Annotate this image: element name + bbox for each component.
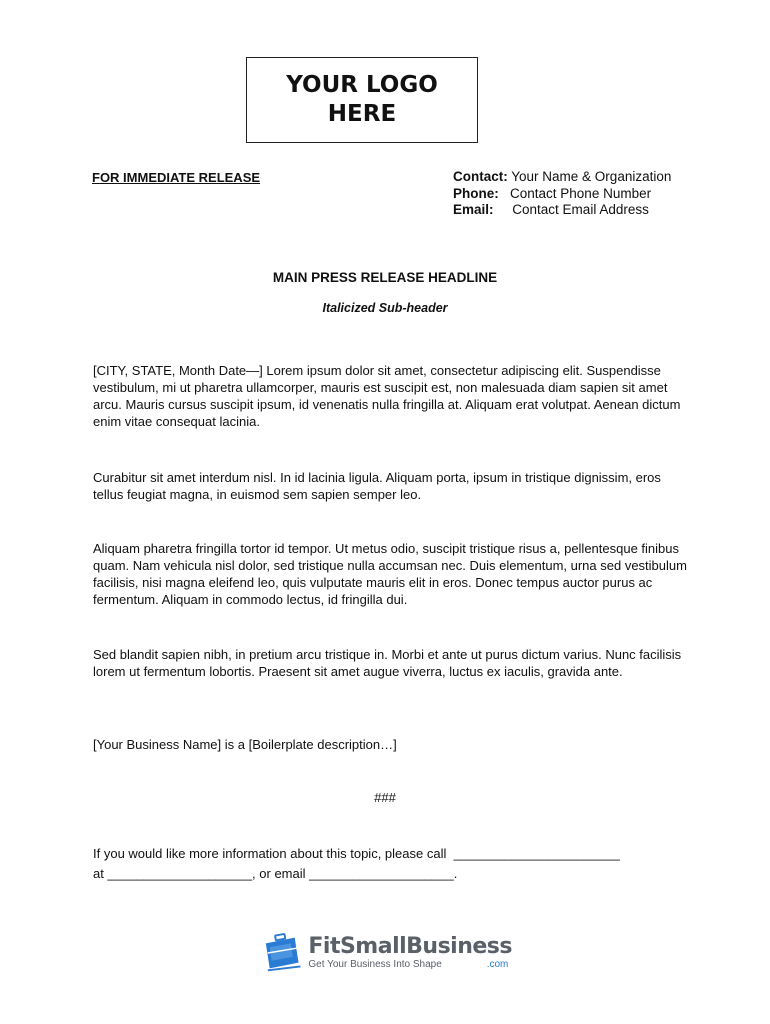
contact-value: Your Name & Organization	[511, 169, 672, 184]
closing-line-1: If you would like more information about this topic, please call _______________________	[93, 846, 620, 861]
body-paragraph-3: Aliquam pharetra fringilla tortor id tempor. Ut metus odio, suscipit tristique risus a, pellentesque finibus quam. Nam vehicula nisl dolor, sed tristique nulla accumsan nec. Duis elementum, urna sed vestibulum facilisis, nisi magna eleifend leo, quis vulputate mauris elit in eros. Donec tempus auctor purus ac fermentum. Aliquam in commodo lectus, id fringilla dui.	[93, 541, 687, 607]
briefcase-icon	[262, 933, 302, 973]
body-paragraph-2: Curabitur sit amet interdum nisl. In id lacinia ligula. Aliquam porta, ipsum in tristique dignissim, eros tellus feugiat magna, in euismod sem sapien semper leo.	[93, 470, 661, 502]
brand-tagline: Get Your Business Into Shape	[308, 959, 442, 970]
phone-value: Contact Phone Number	[510, 185, 652, 201]
logo-text-line2: HERE	[327, 101, 397, 127]
logo-text-line1: YOUR LOGO	[286, 72, 438, 98]
footer-brand-logo	[262, 932, 512, 974]
phone-label: Phone:	[453, 185, 499, 201]
contact-block	[453, 169, 671, 219]
brand-name: FitSmallBusiness	[308, 934, 512, 959]
end-mark: ###	[374, 790, 396, 805]
body-paragraph-1: [CITY, STATE, Month Date—] Lorem ipsum dolor sit amet, consectetur adipiscing elit. Suspendisse vestibulum, mi ut pharetra ullamcorper, mauris est suscipit est, non malesuada diam sapien sit amet arcu. Mauris cursus suscipit ipsum, id venenatis nulla fringilla at. Aliquam erat volutpat. Aenean dictum enim vitae consequat lacinia.	[93, 363, 681, 429]
contact-label: Contact:	[453, 169, 508, 184]
closing-line-2: at ____________________, or email ____________________.	[93, 866, 458, 881]
contact-row	[453, 169, 671, 186]
brand-domain: .com	[486, 959, 509, 970]
email-label: Email:	[453, 202, 494, 217]
body-paragraph-4: Sed blandit sapien nibh, in pretium arcu tristique in. Morbi et ante ut purus dictum varius. Nunc facilisis lorem ut fermentum lobortis. Praesent sit amet augue viverra, luctus ex iaculis, gravida ante.	[93, 647, 682, 679]
subheader: Italicized Sub-header	[322, 301, 448, 315]
boilerplate-paragraph: [Your Business Name] is a [Boilerplate description…]	[93, 737, 397, 752]
headline: MAIN PRESS RELEASE HEADLINE	[272, 270, 498, 285]
phone-row	[453, 186, 671, 203]
email-row	[453, 202, 671, 219]
email-value: Contact Email Address	[512, 202, 649, 217]
release-label: FOR IMMEDIATE RELEASE	[92, 170, 261, 185]
logo-placeholder	[246, 57, 478, 143]
